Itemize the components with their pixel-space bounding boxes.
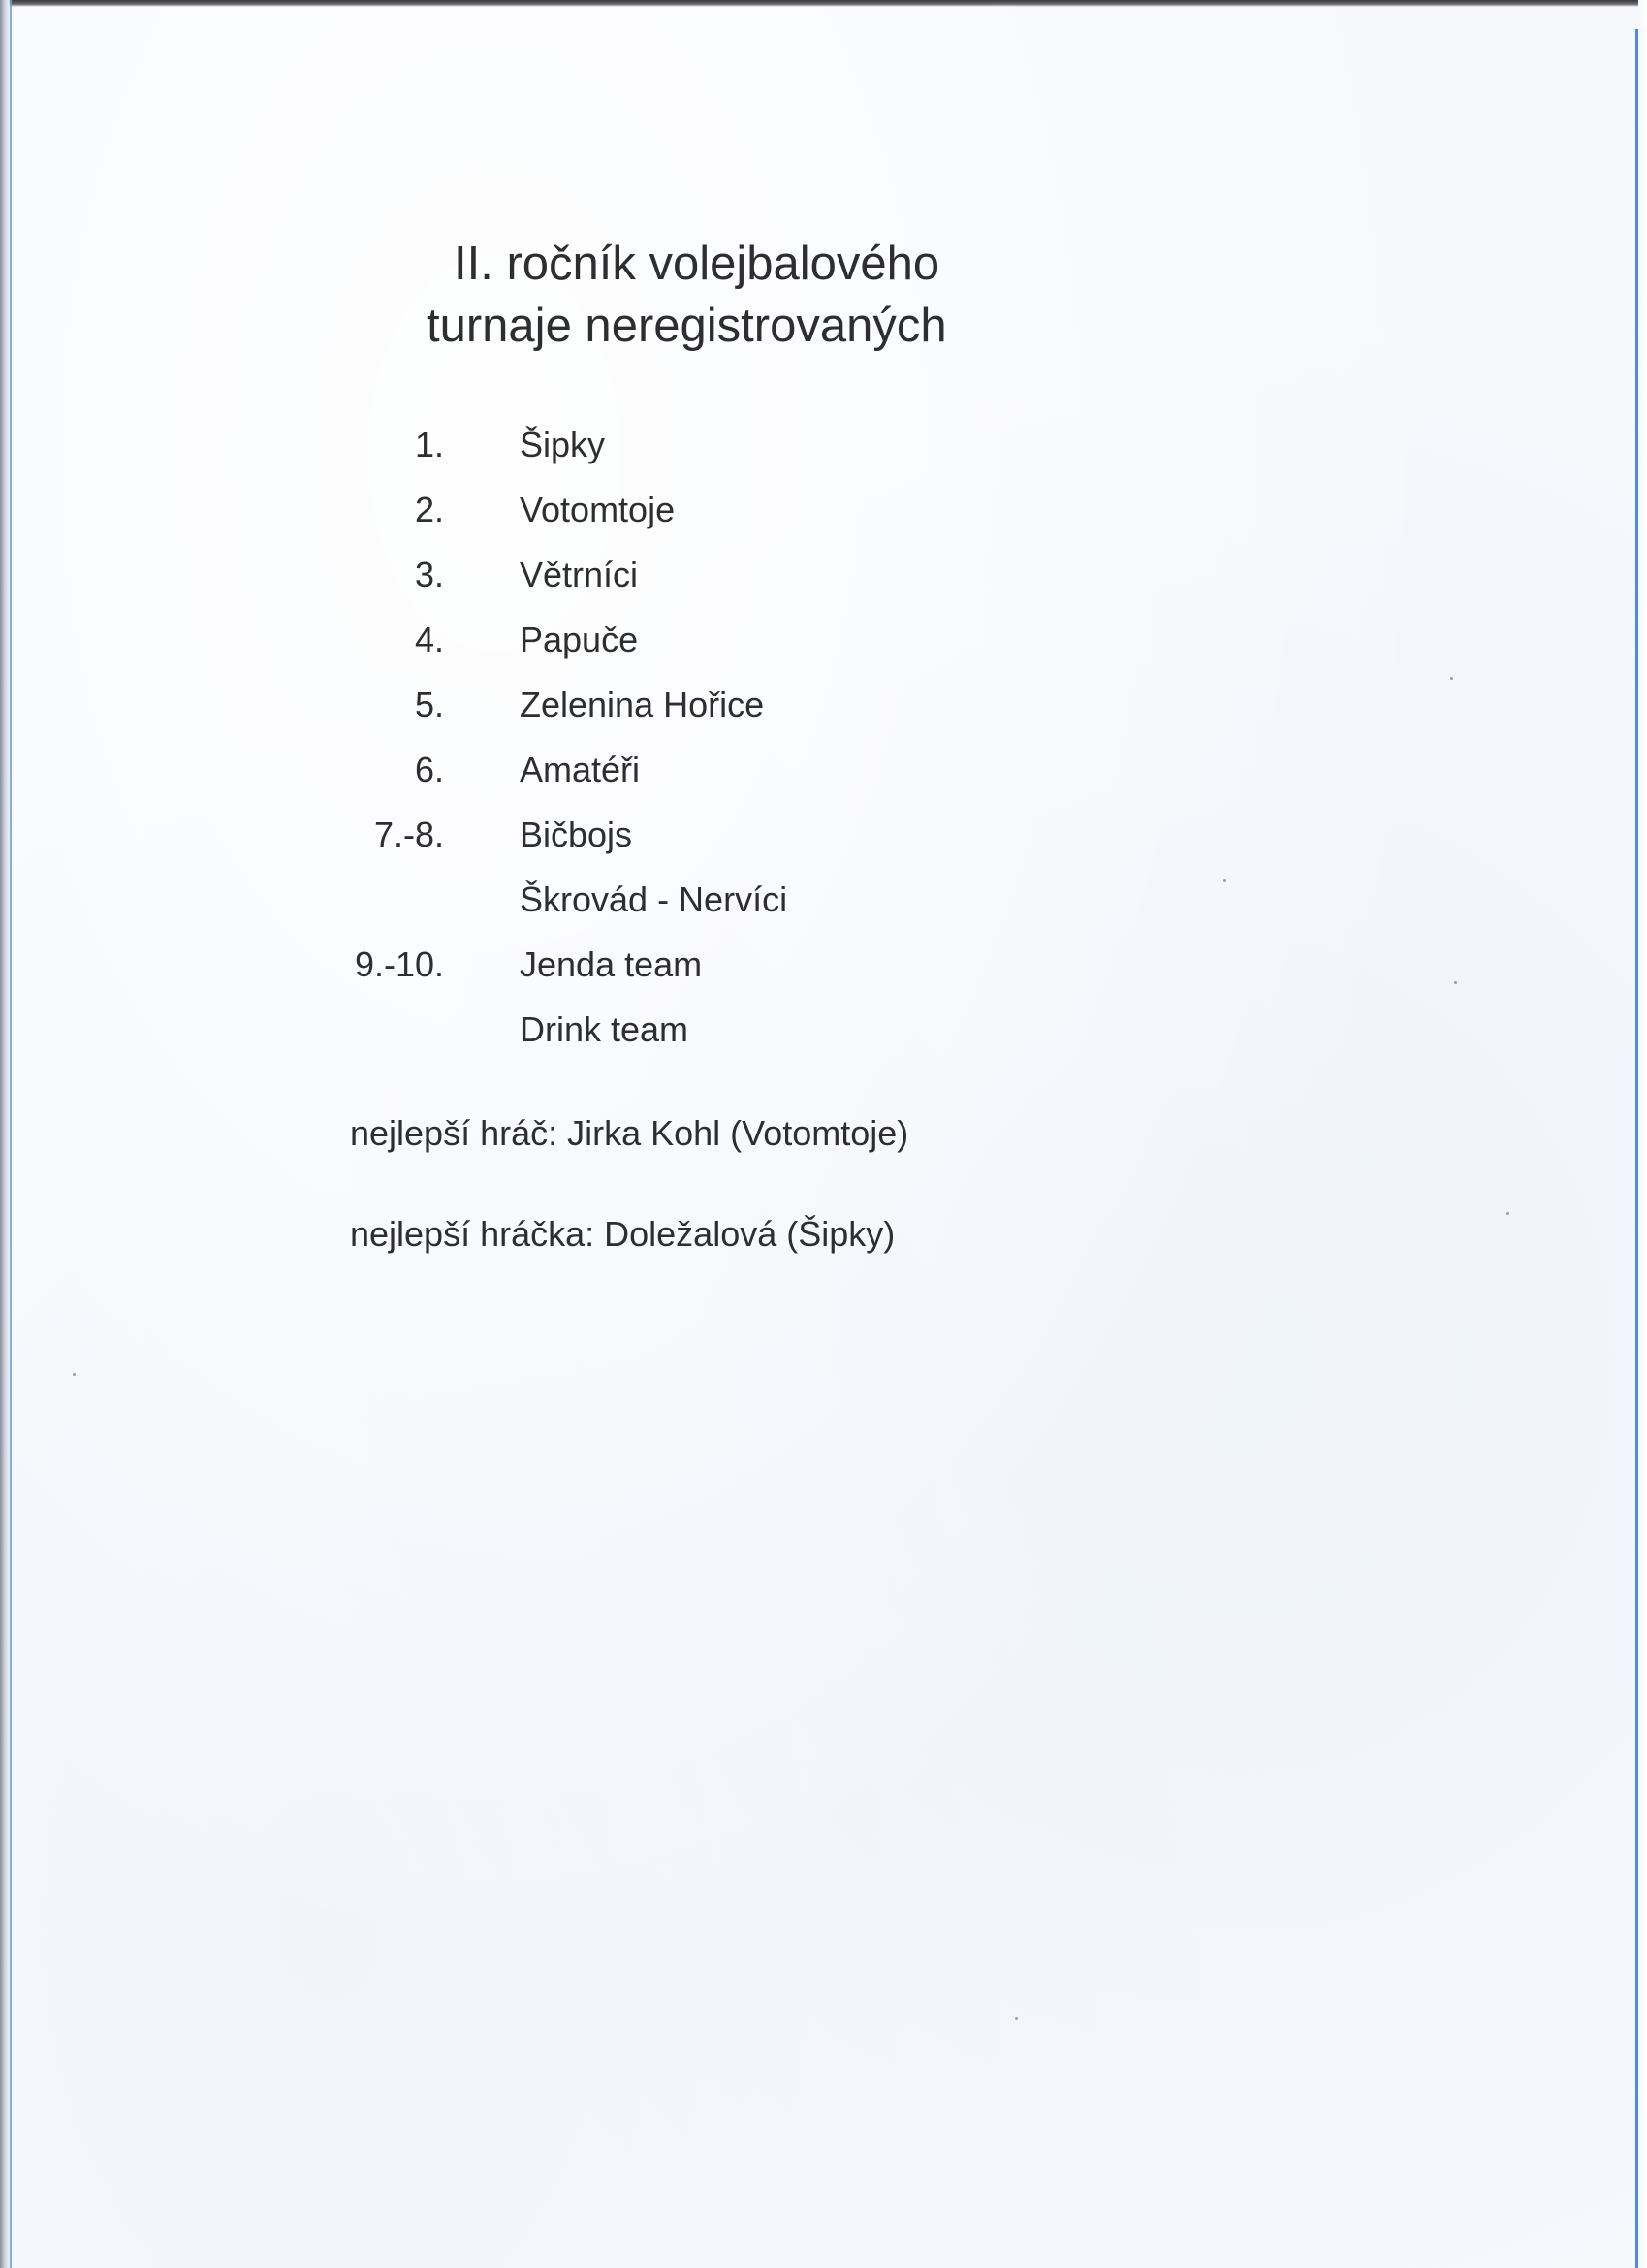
result-rank: 1. — [414, 425, 444, 464]
results-list — [349, 412, 1028, 1062]
result-row — [349, 997, 1028, 1062]
result-team: Amatéři — [520, 750, 641, 789]
scan-right-margin — [1638, 0, 1647, 2268]
paper-speck — [1450, 677, 1453, 680]
paper-speck — [1454, 981, 1457, 984]
result-team: Drink team — [520, 1009, 689, 1049]
result-rank: 4. — [414, 620, 444, 659]
best-player-award: nejlepší hráč: Jirka Kohl (Votomtoje) — [350, 1113, 909, 1153]
result-team: Větrníci — [520, 555, 639, 594]
result-row — [349, 607, 1028, 672]
result-team: Šipky — [520, 425, 606, 464]
result-rank: 6. — [414, 750, 444, 789]
scan-right-edge-line — [1635, 29, 1638, 2268]
result-rank: 9.-10. — [354, 944, 444, 984]
result-row — [349, 802, 1028, 867]
result-team: Zelenina Hořice — [520, 685, 765, 724]
result-team: Votomtoje — [520, 490, 676, 529]
result-team: Jenda team — [520, 944, 703, 984]
title-line-2: turnaje neregistrovaných — [427, 300, 947, 352]
result-team: Papuče — [520, 620, 639, 659]
result-row — [349, 737, 1028, 802]
scan-top-edge — [0, 0, 1647, 7]
result-row — [349, 412, 1028, 477]
result-row — [349, 542, 1028, 607]
result-row — [349, 672, 1028, 737]
paper-speck — [1506, 1212, 1509, 1215]
result-team: Škrovád - Nervíci — [520, 879, 788, 919]
page-title — [427, 233, 1299, 357]
result-row — [349, 932, 1028, 997]
result-row — [349, 477, 1028, 542]
best-female-player-award: nejlepší hráčka: Doležalová (Šipky) — [350, 1214, 896, 1254]
paper-speck — [73, 1373, 76, 1376]
title-line-1: II. ročník volejbalového — [454, 238, 940, 290]
paper-speck — [1015, 2017, 1018, 2020]
result-team: Bičbojs — [520, 815, 633, 854]
paper-speck — [1223, 879, 1226, 882]
result-rank: 2. — [414, 490, 444, 529]
scan-left-edge-line — [10, 0, 12, 2268]
result-row — [349, 867, 1028, 932]
result-rank: 5. — [414, 685, 444, 724]
result-rank: 7.-8. — [373, 815, 444, 854]
result-rank: 3. — [414, 555, 444, 594]
